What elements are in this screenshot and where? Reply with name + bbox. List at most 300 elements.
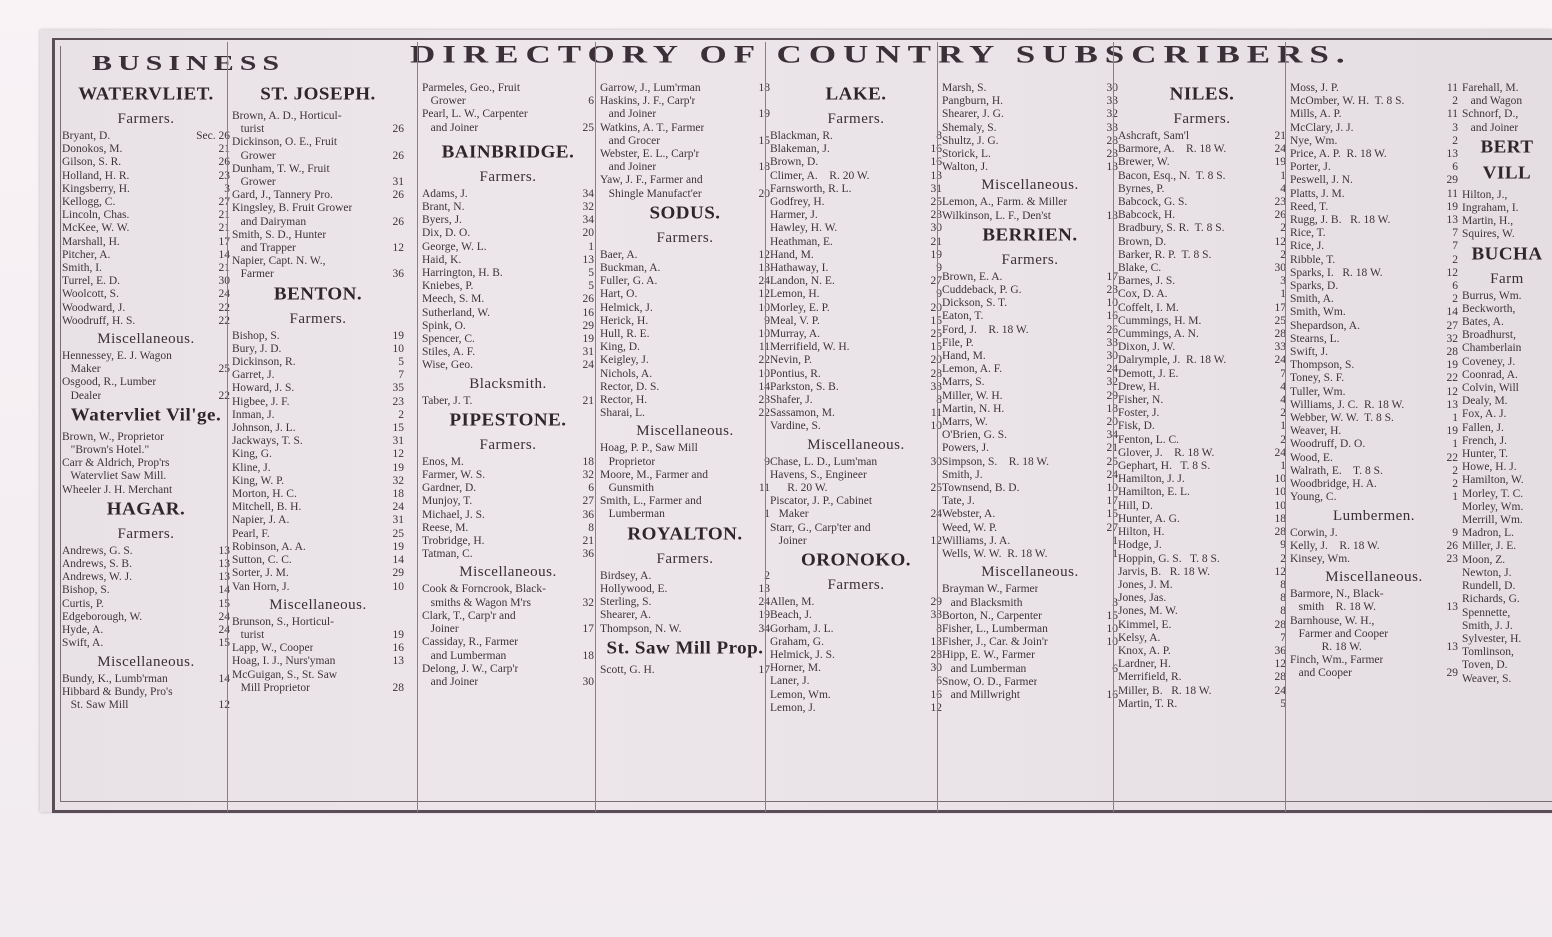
subscriber-name: Cook & Forncrook, Black-	[422, 583, 546, 596]
subscriber-name: Burrus, Wm.	[1462, 289, 1522, 302]
subscriber-name: Tuller, Wm.	[1290, 385, 1346, 398]
section-number: 28	[1106, 134, 1118, 147]
section-number: 1	[1280, 169, 1286, 182]
subscriber-name: Grower	[232, 176, 276, 189]
subscriber-name: Webster, A.	[942, 508, 996, 521]
section-number: 28	[930, 367, 942, 380]
subscriber-name: Brant, N.	[422, 201, 465, 214]
subscriber-entry	[942, 324, 1118, 337]
subscriber-entry	[942, 508, 1118, 521]
section-number: 2	[1280, 433, 1286, 446]
subscriber-name: Foster, J.	[1118, 407, 1160, 420]
subscriber-name: Pontius, R.	[770, 367, 821, 380]
subscriber-name: Storick, L.	[942, 148, 991, 161]
section-number: 10	[758, 367, 770, 380]
subscriber-entry	[422, 359, 594, 372]
section-number: 13	[218, 544, 230, 557]
section-number: 12	[1446, 385, 1458, 398]
subscriber-entry	[600, 328, 770, 341]
section-number: 32	[582, 201, 594, 214]
subscriber-entry	[1118, 368, 1286, 381]
section-number: 6	[1112, 662, 1118, 675]
section-number: 23	[392, 395, 404, 408]
section-number: 31	[930, 182, 942, 195]
section-number: 20	[930, 301, 942, 314]
section-number: 25	[930, 482, 942, 495]
subscriber-entry	[770, 702, 942, 715]
subscriber-name: Simpson, S. R. 18 W.	[942, 455, 1050, 468]
subscriber-entry	[232, 409, 404, 422]
subscriber-name: Hilton, H.	[1118, 526, 1165, 539]
subscriber-name: Spink, O.	[422, 319, 466, 332]
section-heading: Miscellaneous.	[807, 436, 905, 453]
section-number: 21	[582, 535, 594, 548]
subscriber-name: Ford, J. R. 18 W.	[942, 323, 1029, 336]
subscriber-entry	[232, 462, 404, 475]
section-number: 24	[218, 624, 230, 637]
subscriber-entry	[942, 583, 1118, 596]
subscriber-name: Tate, J.	[942, 495, 975, 508]
subscriber-name: Merrifield, R.	[1118, 671, 1182, 684]
subscriber-entry	[942, 390, 1118, 403]
subscriber-entry	[942, 95, 1118, 108]
town-heading: BAINBRIDGE.	[441, 142, 575, 163]
section-heading: Miscellaneous.	[636, 423, 734, 440]
section-number: 21	[930, 235, 942, 248]
subscriber-entry	[770, 662, 942, 675]
subscriber-entry	[600, 82, 770, 95]
subscriber-entry	[1462, 474, 1552, 487]
subscriber-name: Blake, C.	[1118, 262, 1162, 275]
section-number: 25	[1274, 314, 1286, 327]
subscriber-entry	[600, 583, 770, 596]
subscriber-name: Kingsberry, H.	[62, 182, 130, 195]
subscriber-name: Johnson, J. L.	[232, 422, 296, 435]
subscriber-entry	[232, 682, 404, 695]
subscriber-name: Gephart, H. T. 8 S.	[1118, 460, 1211, 473]
subscriber-name: Ashcraft, Sam'l	[1118, 130, 1190, 142]
subscriber-name: Jones, J. M.	[1118, 578, 1173, 591]
section-number: 1	[764, 508, 770, 521]
subscriber-name: Woodward, J.	[62, 301, 126, 314]
subscriber-name: Bacon, Esq., N. T. 8 S.	[1118, 169, 1226, 182]
section-number: 12	[392, 448, 404, 461]
subscriber-entry	[770, 222, 942, 235]
section-heading: Lumbermen.	[1332, 507, 1416, 524]
subscriber-name: Munjoy, T.	[422, 495, 473, 508]
subscriber-entry	[942, 271, 1118, 284]
subscriber-name: Rugg, J. B. R. 18 W.	[1290, 214, 1391, 227]
subscriber-name: Hathaway, I.	[770, 262, 829, 275]
subscriber-entry	[1118, 539, 1286, 552]
subscriber-entry	[942, 442, 1118, 455]
subscriber-name: Williams, J. A.	[942, 534, 1011, 547]
subscriber-entry	[1462, 514, 1552, 527]
section-number: 22	[218, 314, 230, 327]
subscriber-name: Wise, Geo.	[422, 359, 473, 372]
subscriber-entry	[422, 482, 594, 495]
subscriber-name: and Joiner	[422, 121, 479, 134]
subscriber-entry	[232, 136, 404, 149]
subscriber-name: Smith, A.	[1290, 293, 1334, 306]
subscriber-entry	[1290, 82, 1458, 95]
section-number: 10	[1106, 482, 1118, 495]
section-number: 19	[392, 461, 404, 474]
section-number: 11	[1446, 82, 1458, 94]
section-number	[591, 636, 594, 649]
section-number: 36	[582, 508, 594, 521]
section-number: 4	[1280, 380, 1286, 393]
subscriber-entry	[1290, 412, 1458, 425]
subscriber-entry	[1118, 328, 1286, 341]
subscriber-name: Hunter, A. G.	[1118, 512, 1180, 525]
subscriber-name: Hibbard & Bundy, Pro's	[62, 685, 173, 698]
subscriber-entry	[232, 642, 404, 655]
subscriber-name: Ribble, T.	[1290, 253, 1336, 266]
subscriber-name: Fenton, L. C.	[1118, 433, 1180, 446]
section-number: 25	[930, 328, 942, 341]
subscriber-entry	[770, 209, 942, 222]
subscriber-name: Miller, W. H.	[942, 389, 1003, 402]
subscriber-entry	[1462, 108, 1552, 121]
section-number: 20	[582, 227, 594, 240]
subscriber-name: Lemon, H.	[770, 288, 820, 301]
subscriber-name: Woodbridge, H. A.	[1290, 478, 1377, 491]
section-number: 5	[588, 280, 594, 293]
section-number: 13	[930, 635, 942, 648]
subscriber-name: King, G.	[232, 448, 272, 461]
subscriber-name: Dealer	[62, 389, 102, 402]
subscriber-entry	[600, 469, 770, 482]
section-number: 13	[1446, 640, 1458, 653]
subscriber-name: and Joiner	[600, 161, 657, 174]
section-number	[591, 82, 594, 95]
subscriber-entry	[600, 95, 770, 108]
section-heading: Farmers.	[289, 310, 347, 327]
subscriber-entry	[232, 202, 404, 215]
subscriber-entry	[1290, 386, 1458, 399]
subscriber-entry	[942, 310, 1118, 323]
subscriber-entry	[62, 584, 230, 597]
section-number: 32	[392, 474, 404, 487]
section-number: 9	[764, 455, 770, 468]
subscriber-entry	[942, 135, 1118, 148]
subscriber-name: Price, A. P. R. 18 W.	[1290, 148, 1387, 161]
subscriber-entry	[1118, 658, 1286, 671]
section-number: 24	[392, 501, 404, 514]
subscriber-name: Climer, A. R. 20 W.	[770, 169, 870, 182]
subscriber-entry	[62, 156, 230, 169]
section-number: 2	[1280, 552, 1286, 565]
subscriber-entry	[770, 341, 942, 354]
subscriber-entry	[62, 275, 230, 288]
subscriber-name: Garrow, J., Lum'rman	[600, 82, 701, 94]
subscriber-name: Delong, J. W., Carp'r	[422, 662, 519, 675]
subscriber-name: Broadhurst,	[1462, 329, 1516, 342]
subscriber-name: Hyde, A.	[62, 624, 104, 637]
section-number: 26	[1106, 323, 1118, 336]
subscriber-name: Andrews, S. B.	[62, 558, 132, 571]
section-number: 10	[1106, 636, 1118, 649]
subscriber-entry	[62, 196, 230, 209]
section-number: 30	[218, 275, 230, 288]
subscriber-entry	[600, 161, 770, 174]
subscriber-name: Smith, I.	[62, 262, 102, 275]
subscriber-name: Shemaly, S.	[942, 121, 997, 134]
section-number: 33	[930, 609, 942, 622]
section-number	[1455, 654, 1458, 667]
subscriber-entry	[422, 346, 594, 359]
section-number: 36	[1274, 644, 1286, 657]
subscriber-entry	[422, 535, 594, 548]
section-number: 24	[1274, 354, 1286, 367]
subscriber-name: Landon, N. E.	[770, 275, 835, 288]
subscriber-entry	[600, 135, 770, 148]
subscriber-name: Gorham, J. L.	[770, 622, 834, 635]
section-number: 18	[1106, 402, 1118, 415]
directory-column-4	[600, 82, 770, 677]
section-number	[401, 136, 404, 149]
subscriber-entry	[1118, 143, 1286, 156]
section-number: 17	[1106, 270, 1118, 283]
subscriber-name: Cummings, A. N.	[1118, 328, 1199, 341]
subscriber-entry	[1118, 209, 1286, 222]
subscriber-name: Kelsy, A.	[1118, 631, 1161, 644]
subscriber-name: Martin, N. H.	[942, 402, 1005, 415]
subscriber-name: Heathman, E.	[770, 235, 833, 248]
section-number: 6	[588, 482, 594, 495]
subscriber-name: Joiner	[770, 534, 807, 547]
subscriber-name: Higbee, J. F.	[232, 395, 290, 408]
subscriber-entry	[770, 495, 942, 508]
subscriber-entry	[1290, 399, 1458, 412]
subscriber-entry	[1118, 354, 1286, 367]
section-number: 17	[218, 235, 230, 248]
subscriber-name: Barmore, N., Black-	[1290, 588, 1384, 601]
subscriber-entry	[62, 288, 230, 301]
subscriber-name: Mitchell, B. H.	[232, 501, 302, 514]
subscriber-name: Vardine, S.	[770, 420, 821, 433]
section-number: 13	[1446, 601, 1458, 614]
subscriber-name: turist	[232, 628, 265, 641]
section-number: 29	[392, 567, 404, 580]
subscriber-name: Byers, J.	[422, 214, 462, 227]
town-heading: St. Saw Mill Prop.	[606, 638, 764, 658]
section-number: 8	[1280, 592, 1286, 605]
subscriber-name: Hawley, H. W.	[770, 222, 838, 235]
subscriber-name: Gunsmith	[600, 482, 654, 495]
subscriber-name: Sharai, L.	[600, 407, 646, 420]
section-number: 1	[1452, 491, 1458, 504]
subscriber-entry	[422, 267, 594, 280]
section-number: 17	[1106, 495, 1118, 508]
section-number	[591, 663, 594, 676]
section-heading: Miscellaneous.	[1325, 569, 1423, 586]
subscriber-entry	[62, 431, 230, 444]
subscriber-name: Hoppin, G. S. T. 8 S.	[1118, 552, 1220, 565]
section-number: 32	[1446, 332, 1458, 345]
subscriber-entry	[770, 689, 942, 702]
section-number: 19	[1446, 425, 1458, 438]
section-number	[1455, 628, 1458, 641]
subscriber-name: Gilson, S. R.	[62, 156, 122, 169]
subscriber-entry	[422, 95, 594, 108]
subscriber-name: Martin, T. R.	[1118, 697, 1178, 710]
subscriber-name: and Lumberman	[942, 662, 1027, 675]
subscriber-entry	[422, 122, 594, 135]
section-number: 20	[1106, 416, 1118, 429]
subscriber-entry	[232, 655, 404, 668]
town-heading: PIPESTONE.	[449, 410, 567, 431]
subscriber-entry	[600, 262, 770, 275]
subscriber-name: Wilkinson, L. F., Den'st	[942, 209, 1051, 222]
subscriber-name: Hamilton, J. J.	[1118, 473, 1185, 486]
subscriber-entry	[600, 354, 770, 367]
subscriber-entry	[1118, 262, 1286, 275]
subscriber-entry	[1462, 646, 1552, 659]
directory-column-8	[1290, 82, 1458, 681]
subscriber-entry	[1290, 320, 1458, 333]
subscriber-entry	[232, 163, 404, 176]
subscriber-entry	[1462, 82, 1552, 95]
subscriber-name: Havens, S., Engineer	[770, 468, 867, 481]
subscriber-entry	[942, 623, 1118, 636]
subscriber-name: Hart, O.	[600, 288, 638, 301]
section-number: 24	[1274, 446, 1286, 459]
subscriber-entry	[422, 307, 594, 320]
subscriber-entry	[62, 558, 230, 571]
subscriber-name: Sylvester, H.	[1462, 632, 1522, 645]
directory-column-7	[1118, 82, 1286, 711]
section-number: 3	[1112, 596, 1118, 609]
section-number: 16	[930, 143, 942, 156]
subscriber-entry	[600, 368, 770, 381]
subscriber-name: Dix, D. O.	[422, 227, 471, 240]
subscriber-name: Napier, Capt. N. W.,	[232, 255, 326, 268]
section-number: 23	[930, 209, 942, 222]
subscriber-name: Sorter, J. M.	[232, 567, 289, 580]
subscriber-entry	[1462, 448, 1552, 461]
subscriber-entry	[422, 663, 594, 676]
subscriber-name: Holland, H. R.	[62, 169, 130, 182]
subscriber-name: Kingsley, B. Fruit Grower	[232, 202, 353, 215]
subscriber-name: Kimmel, E.	[1118, 618, 1172, 631]
subscriber-entry	[600, 188, 770, 201]
subscriber-entry	[942, 297, 1118, 310]
section-number: 25	[930, 196, 942, 209]
section-number: 15	[1106, 508, 1118, 521]
column-rule	[595, 42, 596, 812]
subscriber-entry	[942, 122, 1118, 135]
section-number: 15	[930, 314, 942, 327]
subscriber-entry	[1462, 408, 1552, 421]
subscriber-entry	[422, 227, 594, 240]
subscriber-entry	[422, 650, 594, 663]
subscriber-entry	[232, 242, 404, 255]
subscriber-entry	[62, 315, 230, 328]
section-heading: Farmers.	[827, 111, 885, 127]
subscriber-entry	[770, 130, 942, 143]
subscriber-entry	[600, 394, 770, 407]
subscriber-name: Sparks, D.	[1290, 280, 1339, 293]
subscriber-entry	[1290, 227, 1458, 240]
subscriber-name: Shingle Manufact'er	[600, 187, 702, 200]
subscriber-entry	[232, 581, 404, 594]
subscriber-entry	[1462, 501, 1552, 514]
subscriber-name: Proprietor	[600, 455, 656, 468]
section-number: 19	[582, 333, 594, 346]
subscriber-entry	[942, 108, 1118, 121]
section-number	[401, 616, 404, 629]
subscriber-name: Andrews, W. J.	[62, 571, 132, 584]
subscriber-name: Morton, H. C.	[232, 488, 297, 501]
subscriber-name: smiths & Wagon M'rs	[422, 596, 531, 609]
subscriber-entry	[232, 501, 404, 514]
section-number: 12	[1274, 658, 1286, 671]
section-number: 7	[1452, 240, 1458, 253]
section-number: 19	[758, 108, 770, 121]
section-number: 23	[1106, 148, 1118, 161]
subscriber-entry	[770, 394, 942, 407]
subscriber-entry	[942, 284, 1118, 297]
subscriber-entry	[600, 609, 770, 622]
subscriber-name: Walton, J.	[942, 161, 989, 174]
subscriber-name: Bury, J. D.	[232, 342, 282, 355]
subscriber-name: Parkston, S. B.	[770, 380, 839, 393]
section-number: 12	[218, 698, 230, 711]
section-heading: Miscellaneous.	[269, 596, 367, 613]
subscriber-entry	[62, 545, 230, 558]
subscriber-entry	[232, 475, 404, 488]
section-heading: Miscellaneous.	[981, 177, 1079, 194]
subscriber-name: Reese, M.	[422, 521, 469, 534]
subscriber-entry	[1462, 673, 1552, 686]
subscriber-entry	[1118, 671, 1286, 684]
subscriber-name: and Blacksmith	[942, 596, 1023, 609]
town-heading: Watervliet Vil'ge.	[70, 405, 222, 426]
section-number: 13	[582, 253, 594, 266]
section-number	[1455, 588, 1458, 601]
subscriber-name: Sutherland, W.	[422, 306, 491, 319]
subscriber-name: Young, C.	[1290, 491, 1337, 504]
subscriber-entry	[422, 636, 594, 649]
subscriber-name: Fisher, J., Car. & Join'r	[942, 636, 1048, 649]
section-number: 29	[1446, 667, 1458, 680]
subscriber-entry	[62, 376, 230, 389]
subscriber-entry	[1290, 108, 1458, 121]
subscriber-entry	[1118, 553, 1286, 566]
section-number: 33	[1106, 121, 1118, 134]
section-number: 27	[1446, 319, 1458, 332]
section-number: 24	[582, 359, 594, 372]
subscriber-entry	[942, 210, 1118, 223]
subscriber-name: Byrnes, P.	[1118, 182, 1165, 195]
subscriber-entry	[232, 343, 404, 356]
subscriber-name: Baer, A.	[600, 248, 638, 261]
section-number: 28	[392, 681, 404, 694]
section-number: 1	[588, 240, 594, 253]
section-number: 24	[1274, 684, 1286, 697]
subscriber-name: Rundell, D.	[1462, 580, 1516, 593]
section-number: 28	[1274, 618, 1286, 631]
section-number: 10	[930, 420, 942, 433]
section-number: 21	[218, 262, 230, 275]
section-number: 28	[1446, 346, 1458, 359]
subscriber-name: Sparks, I. R. 18 W.	[1290, 266, 1383, 279]
subscriber-name: Sutton, C. C.	[232, 554, 292, 567]
section-number: 2	[1452, 478, 1458, 491]
section-number: 30	[1106, 350, 1118, 363]
